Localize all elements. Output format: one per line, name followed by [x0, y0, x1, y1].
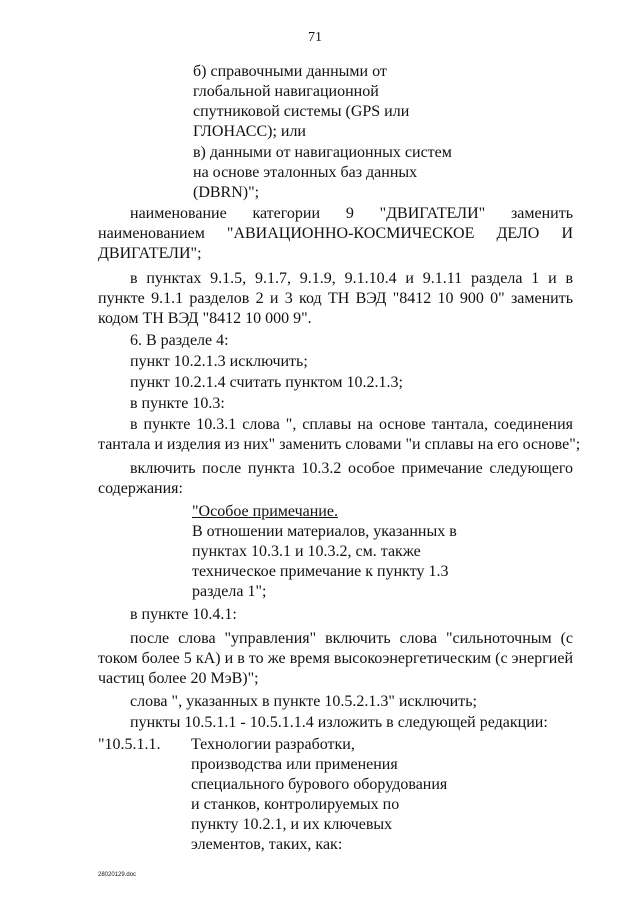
list-item: на основе эталонных баз данных	[193, 164, 418, 181]
list-item: б) справочными данными от	[193, 63, 387, 80]
text-line: специального бурового оборудования	[191, 776, 448, 793]
text-line: производства или применения	[191, 756, 398, 773]
footer-filename: 28020129.doc	[98, 872, 137, 878]
text-line: наименование категории 9 "ДВИГАТЕЛИ" заменить	[130, 205, 573, 222]
text-line: частиц более 20 МэВ)";	[98, 670, 259, 687]
text-line: пункт 10.2.1.4 считать пунктом 10.2.1.3;	[130, 374, 403, 391]
text-line: кодом ТН ВЭД "8412 10 000 9".	[98, 310, 312, 327]
text-line: включить после пункта 10.3.2 особое примечание следующего	[130, 460, 573, 477]
text-line: в пункте 10.3.1 слова ", сплавы на основе тантала, соединения	[130, 416, 573, 433]
text-line: пунктах 10.3.1 и 10.3.2, см. также	[192, 543, 421, 560]
text-line: элементов, таких, как:	[191, 836, 343, 853]
text-line: наименованием "АВИАЦИОННО-КОСМИЧЕСКОЕ ДЕЛО И	[98, 225, 573, 242]
text-line: током более 5 кА) и в то же время высокоэнергетическим (с энергией	[98, 650, 573, 667]
list-item: в) данными от навигационных систем	[193, 144, 452, 161]
text-line: тантала и изделия из них" заменить словами "и сплавы на его основе";	[98, 436, 581, 453]
text-line: в пункте 10.3:	[130, 395, 225, 412]
text-line: В отношении материалов, указанных в	[192, 523, 457, 540]
list-item: ГЛОНАСС); или	[193, 123, 306, 140]
text-line: в пункте 10.4.1:	[130, 606, 237, 623]
text-line: пункты 10.5.1.1 - 10.5.1.1.4 изложить в следующей редакции:	[130, 714, 548, 731]
text-line: Технологии разработки,	[191, 736, 355, 753]
list-item: спутниковой системы (GPS или	[193, 103, 410, 120]
list-item: (DBRN)";	[193, 184, 260, 201]
text-line: после слова "управления" включить слова "сильноточным (с	[130, 630, 573, 647]
list-item: глобальной навигационной	[193, 83, 379, 100]
text-line: и станков, контролируемых по	[191, 796, 400, 813]
text-line: пункту 10.2.1, и их ключевых	[191, 816, 393, 833]
text-line: раздела 1";	[192, 583, 267, 600]
item-label: "10.5.1.1.	[98, 736, 161, 753]
special-note-title: "Особое примечание.	[192, 503, 338, 520]
text-line: содержания:	[98, 480, 183, 497]
text-line: слова ", указанных в пункте 10.5.2.1.3" исключить;	[130, 693, 477, 710]
text-line: пункт 10.2.1.3 исключить;	[130, 353, 308, 370]
text-line: в пунктах 9.1.5, 9.1.7, 9.1.9, 9.1.10.4 и 9.1.11 раздела 1 и в	[130, 270, 573, 287]
text-line: ДВИГАТЕЛИ";	[98, 245, 202, 262]
page-number: 71	[308, 30, 322, 45]
text-line: пункте 9.1.1 разделов 2 и 3 код ТН ВЭД "8412 10 900 0" заменить	[98, 290, 573, 307]
text-line: техническое примечание к пункту 1.3	[192, 563, 449, 580]
section-heading: 6. В разделе 4:	[130, 332, 229, 349]
